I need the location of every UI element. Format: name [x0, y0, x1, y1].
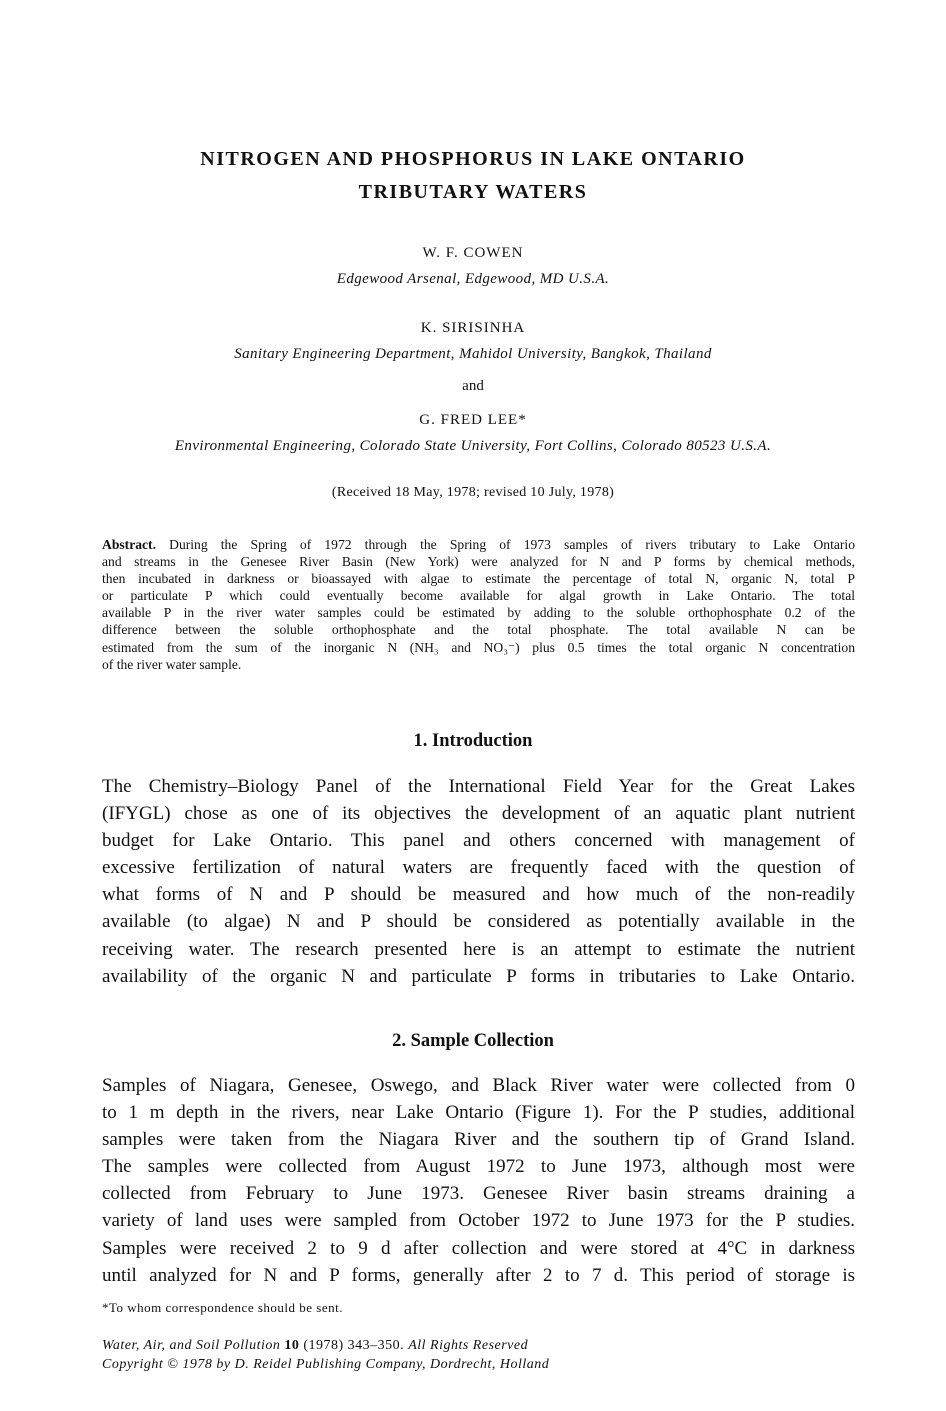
- footnote: *To whom correspondence should be sent.: [102, 1300, 343, 1315]
- author-affiliation: Edgewood Arsenal, Edgewood, MD U.S.A.: [336, 271, 610, 287]
- rights: All Rights Reserved: [408, 1338, 529, 1353]
- author-name: W. F. COWEN: [422, 245, 524, 261]
- body-line: to 1 m depth in the rivers, near Lake Ontario (Figure 1). For the P studies, additional: [102, 1102, 855, 1124]
- copyright: Copyright © 1978 by D. Reidel Publishing Company, Dordrecht, Holland: [102, 1357, 550, 1372]
- body-line: receiving water. The research presented here is an attempt to estimate the nutrient: [102, 938, 855, 960]
- body-line: The Chemistry–Biology Panel of the International Field Year for the Great Lakes: [102, 776, 855, 797]
- author-name: G. FRED LEE*: [419, 412, 527, 428]
- paper-title: [0, 143, 946, 209]
- body-line: collected from February to June 1973. Genesee River basin streams draining a: [102, 1183, 855, 1205]
- body-line: (IFYGL) chose as one of its objectives the development of an aquatic plant nutrient: [102, 803, 855, 825]
- author-affiliation: Environmental Engineering, Colorado State University, Fort Collins, Colorado 80523 U.S.A.: [174, 438, 772, 454]
- body-line: what forms of N and P should be measured and how much of the non-readily: [102, 884, 855, 906]
- body-line: samples were taken from the Niagara River and the southern tip of Grand Island.: [102, 1129, 855, 1151]
- title-line: NITROGEN AND PHOSPHORUS IN LAKE ONTARIO: [200, 148, 746, 170]
- body-line: budget for Lake Ontario. This panel and others concerned with management of: [102, 830, 855, 852]
- abstract-line: available P in the river water samples could be estimated by adding to the soluble orthophosphate 0.2 of the: [102, 605, 855, 621]
- abstract-label: Abstract.: [102, 537, 156, 552]
- section-body: [102, 1072, 855, 1289]
- section-heading: 2. Sample Collection: [392, 1031, 554, 1051]
- body-line: available (to algae) N and P should be considered as potentially available in the: [102, 911, 855, 933]
- author-name: K. SIRISINHA: [420, 320, 526, 336]
- body-line: until analyzed for N and P forms, generally after 2 to 7 d. This period of storage is: [102, 1264, 855, 1286]
- abstract-line: Abstract. During the Spring of 1972 through the Spring of 1973 samples of rivers tributary to Lake Ontario: [102, 537, 855, 552]
- abstract-line: or particulate P which could eventually become available for algal growth in Lake Ontario. The total: [102, 588, 855, 604]
- section-body: [102, 773, 855, 990]
- body-line: variety of land uses were sampled from October 1972 to June 1973 for the P studies.: [102, 1210, 855, 1232]
- citation: [102, 1336, 549, 1374]
- pages: (1978) 343–350.: [303, 1338, 405, 1353]
- and-text: and: [462, 378, 484, 394]
- body-line: Samples of Niagara, Genesee, Oswego, and Black River water were collected from 0: [102, 1075, 855, 1096]
- received-dates: (Received 18 May, 1978; revised 10 July, 1978): [331, 485, 615, 500]
- abstract-line: then incubated in darkness or bioassayed with algae to estimate the percentage of total N, organic N, total P: [102, 571, 855, 587]
- body-line: excessive fertilization of natural waters are frequently faced with the question of: [102, 857, 855, 879]
- body-line: availability of the organic N and particulate P forms in tributaries to Lake Ontario.: [102, 965, 855, 987]
- abstract-line: of the river water sample.: [102, 656, 242, 672]
- section-heading: 1. Introduction: [413, 731, 533, 751]
- abstract: [102, 536, 855, 673]
- abstract-line: difference between the soluble orthophosphate and the total phosphate. The total available N can be: [102, 622, 855, 638]
- author-affiliation: Sanitary Engineering Department, Mahidol University, Bangkok, Thailand: [234, 346, 712, 362]
- body-line: Samples were received 2 to 9 d after collection and were stored at 4°C in darkness: [102, 1237, 855, 1259]
- abstract-line: and streams in the Genesee River Basin (New York) were analyzed for N and P forms by chemical methods,: [102, 554, 855, 570]
- abstract-line: estimated from the sum of the inorganic N (NH₃ and NO₃⁻) plus 0.5 times the total organic N concentration: [102, 639, 855, 655]
- title-line: TRIBUTARY WATERS: [358, 181, 588, 203]
- journal-name: Water, Air, and Soil Pollution: [102, 1338, 281, 1353]
- body-line: The samples were collected from August 1972 to June 1973, although most were: [102, 1156, 855, 1178]
- volume: 10: [284, 1338, 300, 1353]
